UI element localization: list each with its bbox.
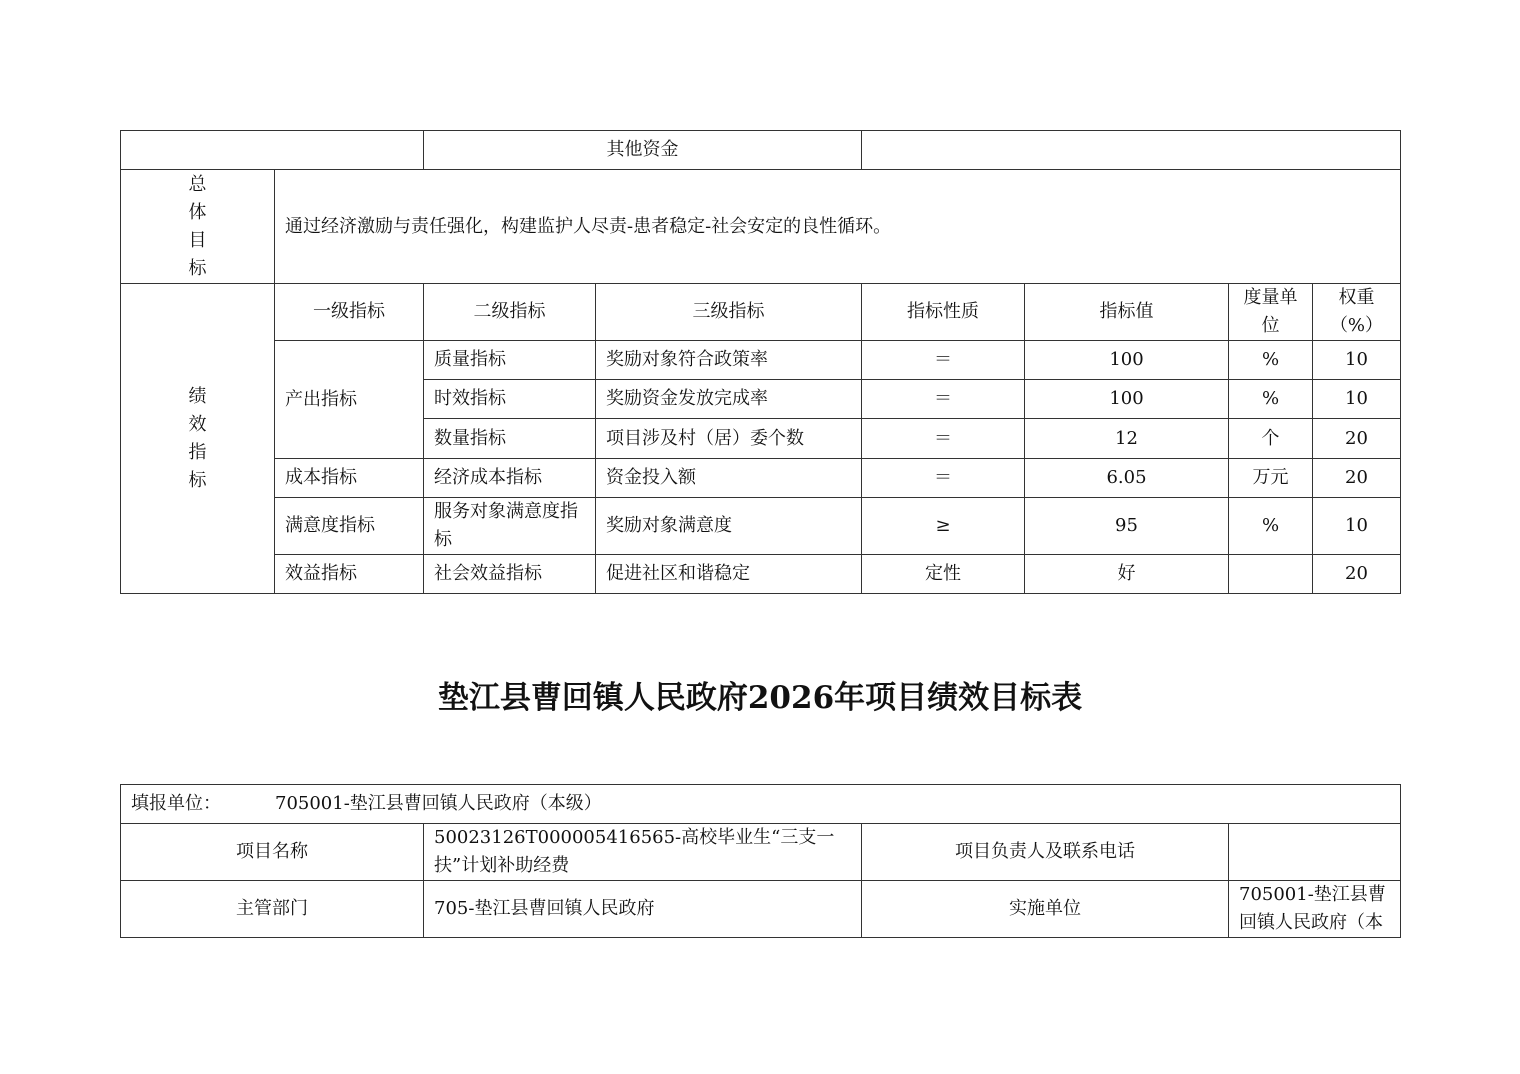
value-cell: 95 (1025, 498, 1229, 555)
value-cell: 6.05 (1025, 459, 1229, 498)
level2-cell: 质量指标 (424, 341, 596, 380)
project-name-label: 项目名称 (121, 824, 424, 881)
table-row (121, 341, 1401, 380)
other-funds-value (862, 131, 1401, 170)
perf-label-char: 指 (188, 441, 207, 463)
level3-cell: 奖励资金发放完成率 (596, 380, 862, 419)
reporting-unit-cell (121, 785, 1401, 824)
value-cell: 好 (1025, 555, 1229, 594)
unit-cell (1229, 555, 1313, 594)
goal-label-char: 标 (188, 257, 207, 279)
header-unit-line1: 度量单 (1243, 287, 1298, 308)
goal-label-char: 目 (188, 229, 207, 251)
perf-label-char: 绩 (188, 385, 207, 407)
unit-cell: 个 (1229, 419, 1313, 459)
header-unit-line2: 位 (1261, 315, 1280, 336)
other-funds-row (121, 131, 1401, 170)
level1-cell: 成本指标 (275, 459, 424, 498)
value-cell: 12 (1025, 419, 1229, 459)
level2-cell: 社会效益指标 (424, 555, 596, 594)
overall-goal-label (121, 170, 275, 284)
level1-cell: 产出指标 (275, 341, 424, 459)
table-row (121, 459, 1401, 498)
perf-label-char: 效 (188, 413, 207, 435)
level3-cell: 项目涉及村（居）委个数 (596, 419, 862, 459)
level3-cell: 奖励对象符合政策率 (596, 341, 862, 380)
header-nature: 指标性质 (862, 284, 1025, 341)
nature-cell: ＝ (862, 341, 1025, 380)
nature-cell: ≥ (862, 498, 1025, 555)
value-cell: 100 (1025, 341, 1229, 380)
contact-label: 项目负责人及联系电话 (862, 824, 1229, 881)
table-row (121, 555, 1401, 594)
page-title: 垫江县曹回镇人民政府2026年项目绩效目标表 (437, 680, 1083, 716)
weight-cell: 20 (1313, 555, 1401, 594)
department-value: 705-垫江县曹回镇人民政府 (424, 881, 862, 938)
level2-cell: 数量指标 (424, 419, 596, 459)
level2-cell: 经济成本指标 (424, 459, 596, 498)
overall-goal-text: 通过经济激励与责任强化，构建监护人尽责-患者稳定-社会安定的良性循环。 (275, 170, 1401, 284)
header-weight-line1: 权重 (1338, 287, 1375, 308)
reporting-unit-label: 填报单位： (131, 793, 221, 814)
level2-cell: 服务对象满意度指标 (424, 498, 596, 555)
other-funds-label: 其他资金 (424, 131, 862, 170)
department-label: 主管部门 (121, 881, 424, 938)
weight-cell: 10 (1313, 341, 1401, 380)
project-info-table (120, 784, 1401, 938)
nature-cell: 定性 (862, 555, 1025, 594)
perf-label-char: 标 (188, 469, 207, 491)
header-level2: 二级指标 (424, 284, 596, 341)
table-row (121, 498, 1401, 555)
level3-cell: 奖励对象满意度 (596, 498, 862, 555)
weight-cell: 20 (1313, 419, 1401, 459)
header-level3: 三级指标 (596, 284, 862, 341)
level3-cell: 资金投入额 (596, 459, 862, 498)
header-value: 指标值 (1025, 284, 1229, 341)
level1-cell: 满意度指标 (275, 498, 424, 555)
other-funds-blank-cell (121, 131, 424, 170)
goal-label-char: 体 (188, 201, 207, 223)
value-cell: 100 (1025, 380, 1229, 419)
goal-label-char: 总 (188, 173, 207, 195)
header-weight (1313, 284, 1401, 341)
level3-cell: 促进社区和谐稳定 (596, 555, 862, 594)
project-name-value: 50023126T000005416565-高校毕业生“三支一扶”计划补助经费 (424, 824, 862, 881)
level2-cell: 时效指标 (424, 380, 596, 419)
overall-goal-row (121, 170, 1401, 284)
project-name-row (121, 824, 1401, 881)
unit-cell: % (1229, 380, 1313, 419)
weight-cell: 20 (1313, 459, 1401, 498)
weight-cell: 10 (1313, 380, 1401, 419)
weight-cell: 10 (1313, 498, 1401, 555)
unit-cell: 万元 (1229, 459, 1313, 498)
indicator-header-row (121, 284, 1401, 341)
reporting-unit-value: 705001-垫江县曹回镇人民政府（本级） (275, 793, 602, 814)
header-weight-line2: （%） (1329, 315, 1384, 336)
header-unit (1229, 284, 1313, 341)
nature-cell: ＝ (862, 459, 1025, 498)
nature-cell: ＝ (862, 380, 1025, 419)
header-level1: 一级指标 (275, 284, 424, 341)
department-row (121, 881, 1401, 938)
contact-value (1229, 824, 1401, 881)
reporting-unit-row (121, 785, 1401, 824)
level1-cell: 效益指标 (275, 555, 424, 594)
nature-cell: ＝ (862, 419, 1025, 459)
unit-cell: % (1229, 498, 1313, 555)
performance-table (120, 130, 1401, 594)
implementing-unit-value: 705001-垫江县曹回镇人民政府（本 (1229, 881, 1401, 938)
unit-cell: % (1229, 341, 1313, 380)
implementing-unit-label: 实施单位 (862, 881, 1229, 938)
performance-indicator-label (121, 284, 275, 594)
